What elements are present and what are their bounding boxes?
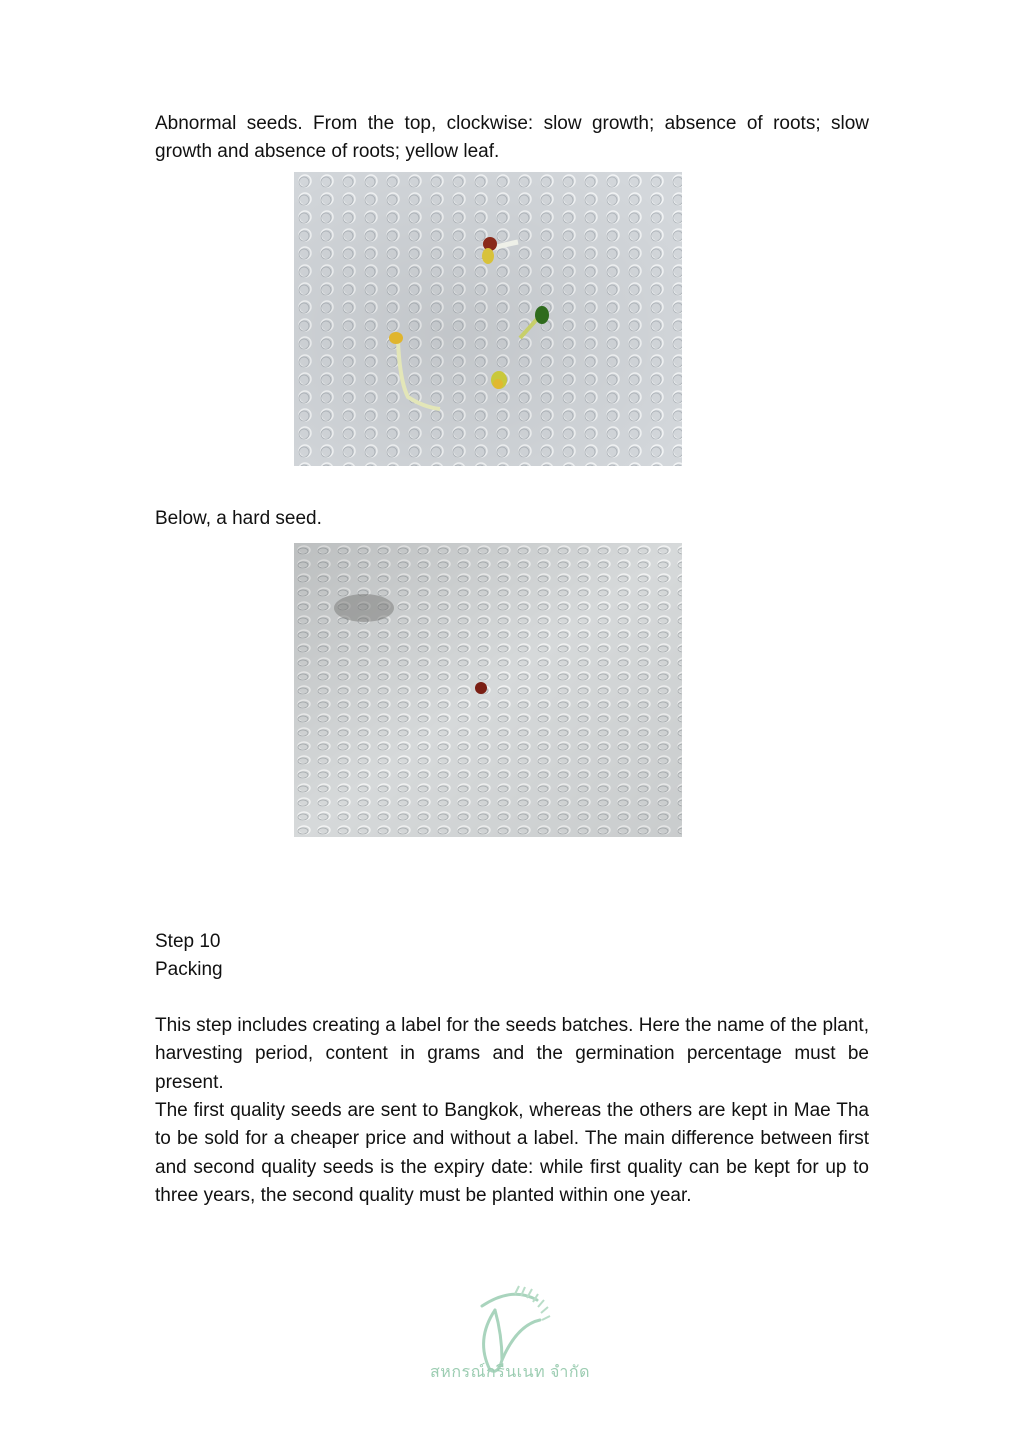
caption-hard-seed: Below, a hard seed. xyxy=(155,508,322,529)
logo-text: สหกรณ์กรีนเนท จำกัด xyxy=(430,1364,590,1381)
body-paragraph: The first quality seeds are sent to Bangkok, whereas the others are kept in Mae Tha to be sold for a cheaper price and without a label. The main difference between first and second quality seeds is the expiry date: while first quality can be kept for up to three years, the second quality must be planted within one year. xyxy=(155,1100,869,1206)
step-number: Step 10 xyxy=(155,931,221,952)
photo-abnormal-seeds xyxy=(294,172,682,466)
hard-seed xyxy=(475,682,487,694)
body-paragraph: This step includes creating a label for the seeds batches. Here the name of the plant, harvesting period, content in grams and the germination percentage must be present. xyxy=(155,1015,869,1093)
step-title: Packing xyxy=(155,959,223,980)
seedling-bottom xyxy=(491,371,507,389)
caption-abnormal-seeds: Abnormal seeds. From the top, clockwise: slow growth; absence of roots; slow growth and absence of roots; yellow leaf. xyxy=(155,113,869,163)
photo-hard-seed xyxy=(294,543,682,837)
